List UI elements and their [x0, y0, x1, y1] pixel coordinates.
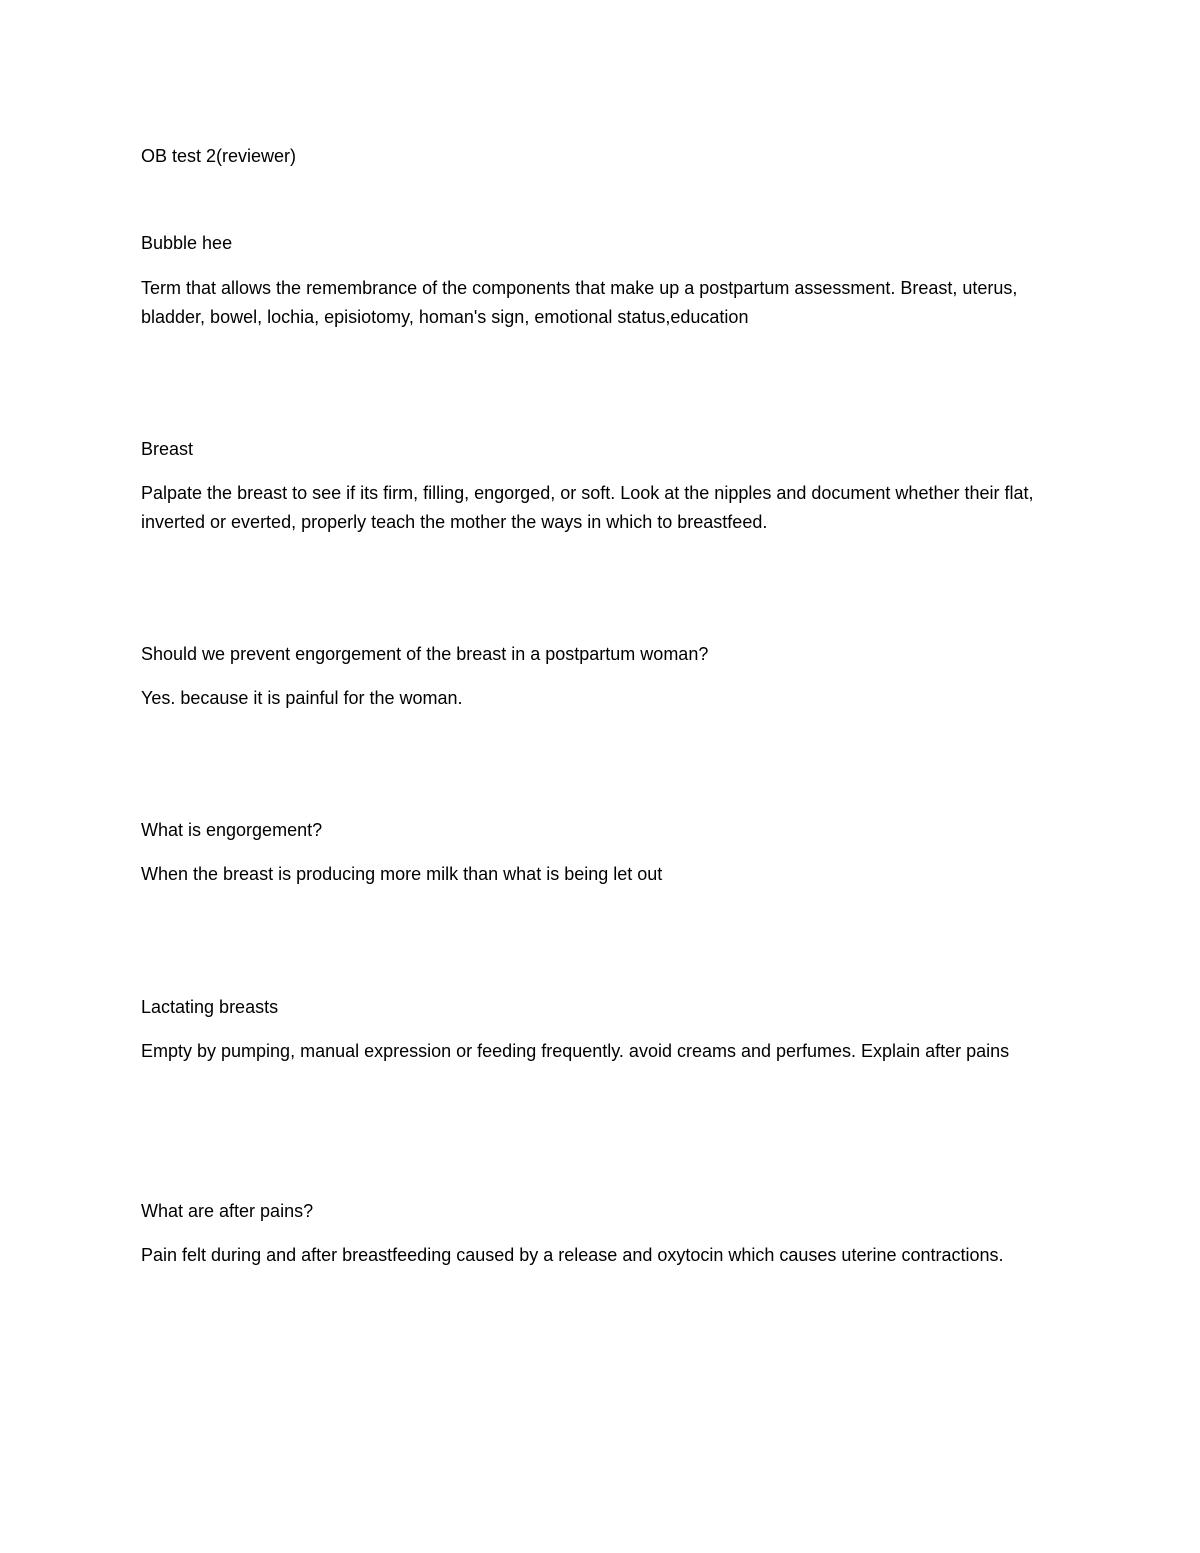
section-body-bubble-hee: Term that allows the remembrance of the components that make up a postpartum assessment. Breast, uterus, bladder, bowel, lochia, episiotomy, homan's sign, emotional status,education — [141, 278, 1018, 327]
section-heading-lactating-breasts: Lactating breasts — [141, 997, 279, 1017]
section-body-after-pains: Pain felt during and after breastfeeding caused by a release and oxytocin which causes uterine contractions. — [141, 1245, 1004, 1265]
section-heading-breast: Breast — [141, 439, 194, 459]
document-title: OB test 2(reviewer) — [141, 146, 297, 166]
section-body-what-is-engorgement: When the breast is producing more milk than what is being let out — [141, 864, 663, 884]
section-heading-bubble-hee: Bubble hee — [141, 233, 233, 253]
section-heading-after-pains: What are after pains? — [141, 1201, 314, 1221]
section-heading-prevent-engorgement: Should we prevent engorgement of the breast in a postpartum woman? — [141, 644, 709, 664]
section-body-breast: Palpate the breast to see if its firm, filling, engorged, or soft. Look at the nipples and document whether their flat, inverted or everted, properly teach the mother the ways in which to breastfeed. — [141, 483, 1034, 532]
section-body-lactating-breasts: Empty by pumping, manual expression or feeding frequently. avoid creams and perfumes. Explain after pains — [141, 1041, 1010, 1061]
section-body-prevent-engorgement: Yes. because it is painful for the woman. — [141, 688, 463, 708]
section-heading-what-is-engorgement: What is engorgement? — [141, 820, 323, 840]
